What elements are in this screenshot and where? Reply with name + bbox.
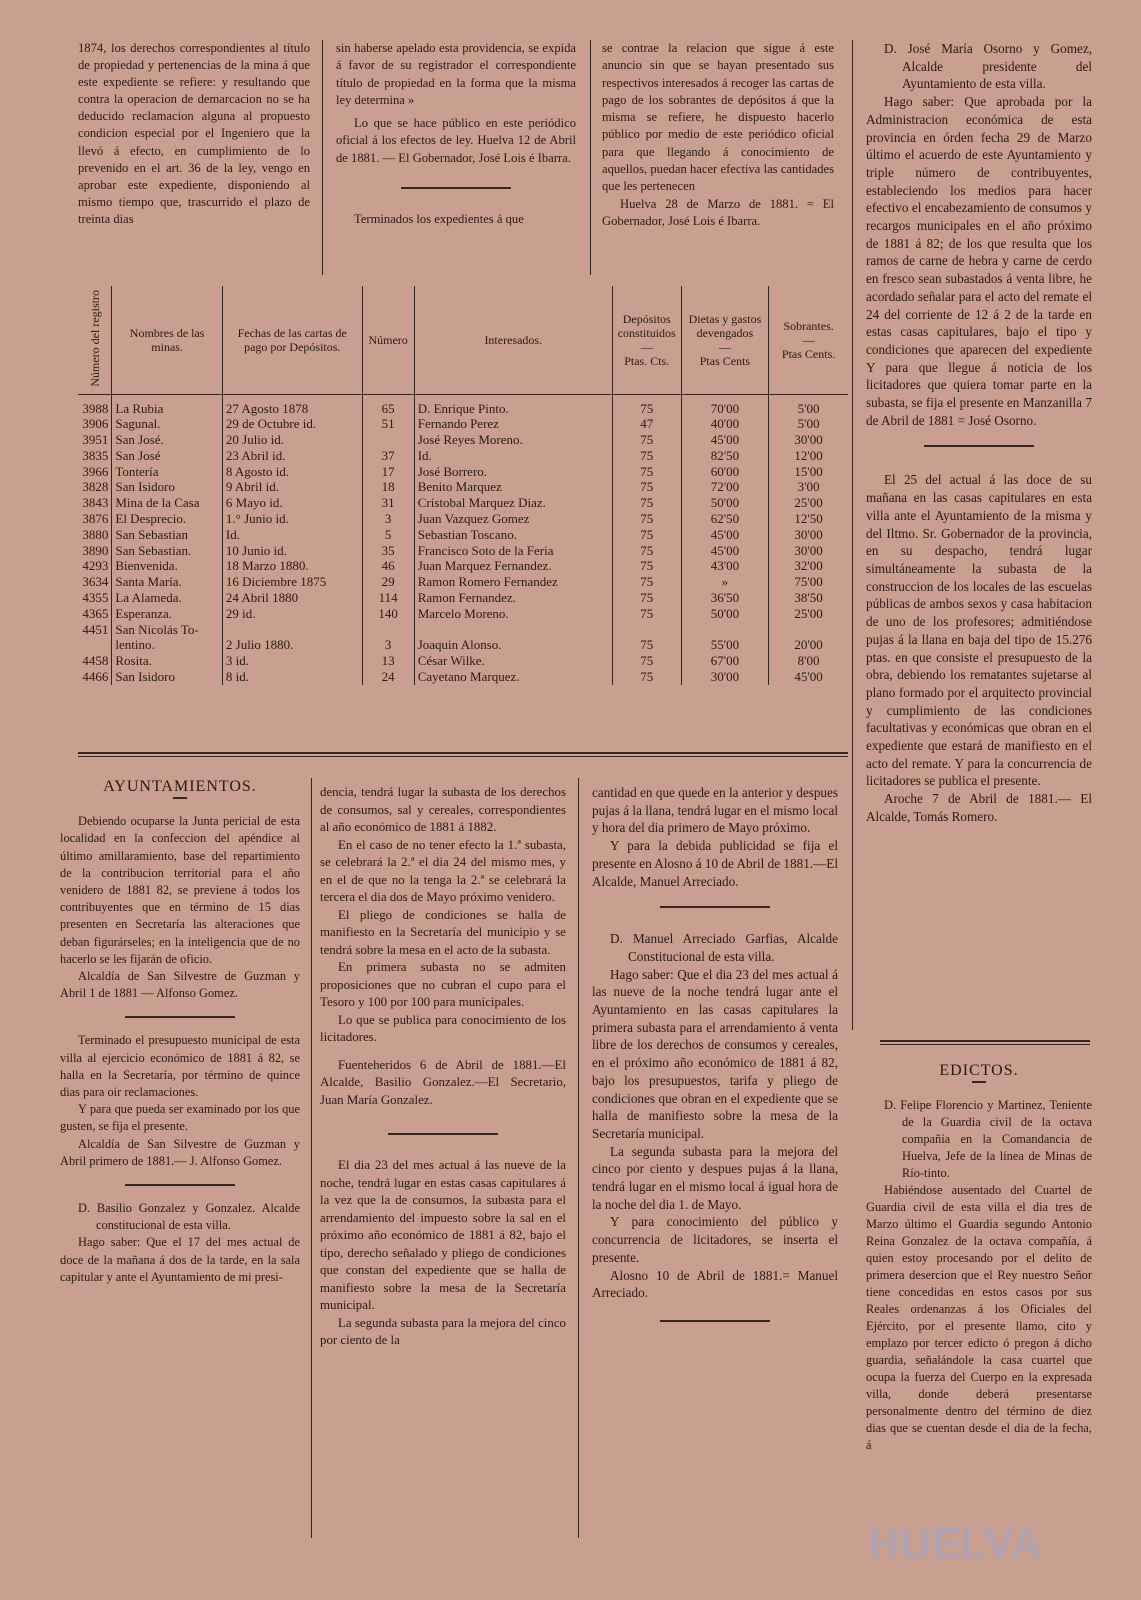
cell-int: Sebastian Toscano. xyxy=(414,527,612,543)
cell-reg: 3951 xyxy=(78,432,112,448)
section-heading: EDICTOS. xyxy=(939,1062,1019,1079)
cell-dep: 75 xyxy=(612,448,681,464)
cell-die: 67'00 xyxy=(681,653,769,669)
separator xyxy=(125,1016,235,1018)
cell-mina: Bienvenida. xyxy=(112,558,223,574)
cell-die xyxy=(681,622,769,638)
cell-dep: 75 xyxy=(612,464,681,480)
cell-reg: 4451 xyxy=(78,622,112,638)
cell-mina: San Isidoro xyxy=(112,669,223,685)
cell-fecha: 2 Julio 1880. xyxy=(222,637,362,653)
cell-reg: 3966 xyxy=(78,464,112,480)
section-rule xyxy=(880,1040,1090,1045)
table-row xyxy=(78,464,848,480)
cell-int: Cristobal Marquez Diaz. xyxy=(414,495,612,511)
cell-sob: 25'00 xyxy=(794,605,823,621)
cell-sob: 30'00 xyxy=(794,542,823,558)
cell-dep: 75 xyxy=(612,606,681,622)
separator xyxy=(401,187,511,189)
paragraph: Terminado el presupuesto municipal de esta villa al ejercicio económico de 1881 á 82, se halla en la Secretaría, por término de quince dias para oir reclamaciones. xyxy=(60,1033,300,1100)
col2-top xyxy=(336,40,576,228)
cell-fecha: 16 Diciembre 1875 xyxy=(222,574,362,590)
cell-die: 30'00 xyxy=(681,669,769,685)
header-nombres: Nombres de las minas. xyxy=(112,286,223,394)
cell-die: 36'50 xyxy=(681,590,769,606)
cell-reg: 3876 xyxy=(78,511,112,527)
cell-sob: 5'00 xyxy=(797,400,820,416)
cell-sob: 25'00 xyxy=(794,495,823,511)
cell-dep: 47 xyxy=(612,416,681,432)
cell-sob: 32'00 xyxy=(794,558,823,574)
cell-int: Juan Vazquez Gomez xyxy=(414,511,612,527)
paragraph: Alosno 10 de Abril de 1881.= Manuel Arreciado. xyxy=(592,1267,838,1301)
notice-heading: D. José María Osorno y Gomez, Alcalde presidente del Ayuntamiento de esta villa. xyxy=(884,41,1092,92)
cell-int: Id. xyxy=(414,448,612,464)
separator xyxy=(660,1320,770,1322)
cell-num: 65 xyxy=(362,394,414,416)
header-sobrantes: Sobrantes. — Ptas Cents. xyxy=(769,286,848,394)
cell-dep: 75 xyxy=(612,558,681,574)
paragraph: Y para la debida publicidad se fija el presente en Alosno á 10 de Abril de 1881.—El Alcalde, Manuel Arreciado. xyxy=(592,838,838,889)
cell-mina: San José xyxy=(112,448,223,464)
separator xyxy=(388,1133,498,1135)
cell-num xyxy=(362,622,414,638)
cell-int xyxy=(414,622,612,638)
table-row xyxy=(78,511,848,527)
cell-reg: 3890 xyxy=(78,543,112,559)
table-row xyxy=(78,416,848,432)
table-row xyxy=(78,669,848,685)
table-row xyxy=(78,543,848,559)
cell-num: 24 xyxy=(362,669,414,685)
paragraph: sin haberse apelado esta providencia, se expida á favor de su registrador el correspondiente título de propiedad en la forma que la misma ley determina » xyxy=(336,41,576,107)
cell-sob xyxy=(769,622,848,638)
header-interesados: Interesados. xyxy=(414,286,612,394)
cell-reg: 4365 xyxy=(78,606,112,622)
header-fechas: Fechas de las cartas de pago por Depósitos. xyxy=(222,286,362,394)
separator xyxy=(660,906,770,908)
cell-dep: 75 xyxy=(612,653,681,669)
paragraph: cantidad en que quede en la anterior y despues pujas á la llana, tendrá lugar en el mismo local y hora del dia primero de Mayo próximo. xyxy=(592,785,838,836)
cell-die: 50'00 xyxy=(681,495,769,511)
cell-reg: 3880 xyxy=(78,527,112,543)
column-rule xyxy=(852,40,853,1030)
cell-fecha: 23 Abril id. xyxy=(222,448,362,464)
paragraph: Alcaldía de San Silvestre de Guzman y Abril 1 de 1881 — Alfonso Gomez. xyxy=(60,969,300,1001)
section-rule xyxy=(78,752,848,757)
cell-mina: Esperanza. xyxy=(112,606,223,622)
header-depositos: Depósitos constituidos — Ptas. Cts. xyxy=(612,286,681,394)
cell-dep: 75 xyxy=(612,394,681,416)
paragraph: Hago saber: Que el dia 23 del mes actual á las nueve de la noche tendrá lugar ante el Ayuntamiento en las casas capitulares la primera subasta para el arrendamiento á venta libre de los derechos de consumos y cereales, en el próximo año económico de 1881 á 82, bajo los presupuestos, tarifa y pliego de condiciones que obran en el expediente que se halla de manifiesto sobre la mesa de la Secretaría municipal. xyxy=(592,966,838,1141)
cell-die: 43'00 xyxy=(681,558,769,574)
ayuntamientos-col3 xyxy=(592,784,838,1322)
cell-die: 55'00 xyxy=(681,637,769,653)
cell-fecha: 24 Abril 1880 xyxy=(222,590,362,606)
heading-rule xyxy=(972,1081,986,1083)
cell-reg: 4458 xyxy=(78,653,112,669)
cell-fecha: 27 Agosto 1878 xyxy=(222,394,362,416)
cell-sob: 45'00 xyxy=(794,669,823,685)
paragraph: Terminados los expedientes á que xyxy=(354,212,524,227)
paragraph: Alcaldía de San Silvestre de Guzman y Abril primero de 1881.— J. Alfonso Gomez. xyxy=(60,1136,300,1168)
paragraph: Huelva 28 de Marzo de 1881. = El Gobernador, José Lois é Ibarra. xyxy=(602,196,834,228)
cell-sob: 12'00 xyxy=(794,447,823,463)
cell-mina: San Sebastian. xyxy=(112,543,223,559)
section-heading: AYUNTAMIENTOS. xyxy=(103,778,257,795)
cell-dep: 75 xyxy=(612,574,681,590)
cell-fecha: 3 id. xyxy=(222,653,362,669)
cell-mina: La Rubia xyxy=(112,394,223,416)
cell-die: 62'50 xyxy=(681,511,769,527)
paragraph: Lo que se publica para conocimiento de los licitadores. xyxy=(320,1012,566,1044)
cell-die: 82'50 xyxy=(681,448,769,464)
paragraph: La segunda subasta para la mejora del cinco por ciento de la xyxy=(320,1315,566,1347)
cell-sob: 5'00 xyxy=(797,416,820,432)
table-row xyxy=(78,527,848,543)
paragraph: Fuenteheridos 6 de Abril de 1881.—El Alcalde, Basilio Gonzalez.—El Secretario, Juan María Gonzalez. xyxy=(320,1057,566,1107)
cell-fecha: 29 de Octubre id. xyxy=(222,416,362,432)
paragraph: Habiéndose ausentado del Cuartel de Guardia civil de esta villa el dia tres de Marzo último el Guardia segundo Antonio Reina Gonzalez de la octava compañía, á quien estoy procesando por el delito de primera desercion que el Rey nuestro Señor tiene concedidas en estos casos por sus Reales ordenanzas á los Oficiales del Ejército, por el presente llamo, cito y emplazo por tercer edicto ó pregon á dicho guardia, señalándole la casa cuartel que ocupa la fuerza del Cuerpo en la expresada villa, donde deberá presentarse personalmente dentro del término de diez dias que se cuentan desde el dia de la fecha, á xyxy=(866,1183,1092,1452)
ayuntamientos-col2 xyxy=(320,784,566,1350)
paragraph: En el caso de no tener efecto la 1.ª subasta, se celebrará la 2.ª el dia 24 del mismo mes, y en el de que no la tenga la 2.ª se celebrará la tercera el dia dos de Mayo próximo venidero. xyxy=(320,837,566,904)
cell-die: 45'00 xyxy=(681,432,769,448)
cell-num: 3 xyxy=(362,637,414,653)
paragraph: 1874, los derechos correspondientes al título de propiedad y pertenencias de la mina á que este expediente se refiere: y resultando que contra la operacion de demarcacion no se ha deducido reclamacion alguna al propuesto condicion especial por el Ingeniero que la llevó á efecto, en cumplimiento de lo prevenido en el art. 36 de la ley, vengo en aprobar este expediente, disponiendo al mismo tiempo que, trascurrido el plazo de treinta dias xyxy=(78,41,310,226)
cell-num: 18 xyxy=(362,479,414,495)
cell-int: José Borrero. xyxy=(414,464,612,480)
paragraph: Lo que se hace público en este periódico oficial á los efectos de ley. Huelva 12 de Abril de 1881. — El Gobernador, José Lois é Ibarra. xyxy=(336,116,576,165)
cell-num: 35 xyxy=(362,543,414,559)
table-row xyxy=(78,606,848,622)
notice-heading: D. Basilio Gonzalez y Gonzalez. Alcalde constitucional de esta villa. xyxy=(78,1201,300,1233)
table-row xyxy=(78,394,848,416)
cell-dep: 75 xyxy=(612,669,681,685)
cell-dep: 75 xyxy=(612,543,681,559)
paragraph: Hago saber: Que aprobada por la Administracion económica de esta provincia en órden fecha 29 de Marzo último el acuerdo de este Ayuntamiento y triple número de contribuyentes, estableciendo los medios para hacer efectivo el encabezamiento de consumos y recargos municipales en el año próximo de 1881 á 82; de los que resulta que los ramos de carne de hebra y carne de cerdo en fresco sean subastados á venta libre, he acordado señalar para el acto del remate el 24 del corriente de 12 á 2 de la tarde en estas casas capitulares, bajo el tipo y condiciones que aparecen del expediente Y para que llegue á noticia de los licitadores que quiera tomar parte en la subasta, se fija el presente en Manzanilla 7 de Abril de 1881 = José Osorno. xyxy=(866,94,1092,428)
cell-die: 60'00 xyxy=(681,464,769,480)
cell-int: José Reyes Moreno. xyxy=(414,432,612,448)
cell-int: César Wilke. xyxy=(414,653,612,669)
header-dietas: Dietas y gastos devengados — Ptas Cents xyxy=(681,286,769,394)
paragraph: se contrae la relacion que sigue á este anuncio sin que se hayan presentado sus respectivos interesados á recoger las cartas de pago de los sobrantes de depósitos á que la misma se refiere, he dispuesto hacerlo público por medio de este periódico oficial para que llegando á conocimiento de aquellos, puedan hacer efectiva las cantidades que les pertenecen xyxy=(602,41,834,194)
cell-fecha: 6 Mayo id. xyxy=(222,495,362,511)
cell-sob: 75'00 xyxy=(794,574,823,590)
deposits-table xyxy=(78,286,848,746)
cell-int: Benito Marquez xyxy=(414,479,612,495)
cell-die: 45'00 xyxy=(681,543,769,559)
notice-heading: D. Manuel Arreciado Garfias, Alcalde Constitucional de esta villa. xyxy=(610,931,838,964)
cell-die: 72'00 xyxy=(681,479,769,495)
cell-mina: San Sebastian xyxy=(112,527,223,543)
paragraph: El dia 23 del mes actual á las nueve de la noche, tendrá lugar en estas casas capitulares á la vez que la de consumos, la subasta para el arrendamiento del impuesto sobre la sal en el próximo año económico de 1881 á 82, bajo el tipo, derecho señalado y pliego de condiciones que constan del expediente que se halla de manifiesto sobre la mesa de la Secretaría municipal. xyxy=(320,1158,566,1312)
cell-die: 70'00 xyxy=(681,394,769,416)
cell-mina: Rosita. xyxy=(112,653,223,669)
cell-reg: 3988 xyxy=(78,394,112,416)
paragraph: El 25 del actual á las doce de su mañana en las casas capitulares en esta villa ante el Ayuntamiento de la misma y del Iltmo. Sr. Gobernador de la provincia, en su despacho, tendrá lugar simultáneamente la subasta de la construccion de los locales de las escuelas públicas de ambos sexos y casa habitacion de uno de los profesores; admitiéndose pujas á la llana en baja del tipo de 15.276 ptas. en que consiste el presupuesto de la obra, debiendo los rematantes sujetarse al plano formado por el arquitecto provincial y cumplimiento de las condiciones facultativas y económicas que obran en el expediente que estará de manifiesto en el acto del remate. Y para la concurrencia de licitadores se publica el presente. xyxy=(866,472,1092,789)
cell-fecha: 8 id. xyxy=(222,669,362,685)
cell-mina: Santa María. xyxy=(112,574,223,590)
cell-mina: San Isidoro xyxy=(112,479,223,495)
column-rule xyxy=(322,40,323,275)
paragraph: Aroche 7 de Abril de 1881.— El Alcalde, Tomás Romero. xyxy=(866,791,1092,824)
cell-reg: 3843 xyxy=(78,495,112,511)
cell-die: 40'00 xyxy=(681,416,769,432)
cell-reg: 4466 xyxy=(78,669,112,685)
cell-num: 13 xyxy=(362,653,414,669)
paragraph: La segunda subasta para la mejora del cinco por ciento y despues pujas á la llana, tendrá lugar en el mismo local á igual hora de la noche del dia 1. de Mayo. xyxy=(592,1143,838,1212)
cell-reg: 3906 xyxy=(78,416,112,432)
cell-fecha: 20 Julio id. xyxy=(222,432,362,448)
cell-int: Fernando Perez xyxy=(414,416,612,432)
cell-num: 17 xyxy=(362,464,414,480)
heading-rule xyxy=(173,797,187,799)
cell-mina: Mina de la Casa xyxy=(112,495,223,511)
cell-reg: 4293 xyxy=(78,558,112,574)
cell-int: Francisco Soto de la Feria xyxy=(414,543,612,559)
cell-sob: 8'00 xyxy=(797,653,820,669)
cell-reg xyxy=(78,637,112,653)
cell-reg: 3634 xyxy=(78,574,112,590)
header-registro: Número del registro xyxy=(78,286,112,394)
watermark-text: HUELVA xyxy=(867,1519,1043,1568)
cell-sob: 30'00 xyxy=(794,432,823,448)
cell-fecha: 1.° Junio id. xyxy=(222,511,362,527)
table-row xyxy=(78,448,848,464)
cell-num: 114 xyxy=(362,590,414,606)
cell-dep: 75 xyxy=(612,511,681,527)
cell-mina: San José. xyxy=(112,432,223,448)
cell-num: 31 xyxy=(362,495,414,511)
col4-top xyxy=(866,40,1092,826)
cell-fecha: Id. xyxy=(222,527,362,543)
cell-int: Joaquin Alonso. xyxy=(414,637,612,653)
cell-num: 37 xyxy=(362,448,414,464)
cell-reg: 3835 xyxy=(78,448,112,464)
cell-dep: 75 xyxy=(612,479,681,495)
cell-sob: 30'00 xyxy=(794,526,823,542)
cell-dep xyxy=(612,622,681,638)
table-row xyxy=(78,653,848,669)
table-row xyxy=(78,622,848,638)
cell-fecha: 8 Agosto id. xyxy=(222,464,362,480)
cell-num xyxy=(362,432,414,448)
paragraph: Hago saber: Que el 17 del mes actual de doce de la mañana á dos de la tarde, en la sala capitular y ante el Ayuntamiento de mi presi- xyxy=(60,1235,300,1284)
separator xyxy=(125,1184,235,1186)
cell-num: 51 xyxy=(362,416,414,432)
cell-sob: 3'00 xyxy=(797,479,820,495)
paragraph: Debiendo ocuparse la Junta pericial de esta localidad en la confeccion del apéndice al último amillaramiento, base del repartimiento de la contribucion territorial para el año venidero de 1881 82, se previene á todos los contribuyentes que en término de 15 dias presenten en Secretaría las alteraciones que deban figurárseles; en la inteligencia que de no hacerlo se les fijarán de oficio. xyxy=(60,814,300,966)
cell-reg: 4355 xyxy=(78,590,112,606)
cell-fecha xyxy=(222,622,362,638)
cell-mina: El Desprecio. xyxy=(112,511,223,527)
cell-sob: 38'50 xyxy=(794,590,823,606)
cell-die: » xyxy=(681,574,769,590)
cell-die: 45'00 xyxy=(681,527,769,543)
cell-sob: 15'00 xyxy=(794,463,823,479)
table-row xyxy=(78,558,848,574)
cell-die: 50'00 xyxy=(681,606,769,622)
ayuntamientos-col1 xyxy=(60,778,300,1286)
paragraph: Y para que pueda ser examinado por los que gusten, se fija el presente. xyxy=(60,1102,300,1134)
cell-fecha: 18 Marzo 1880. xyxy=(222,558,362,574)
cell-mina: Tontería xyxy=(112,464,223,480)
cell-int: D. Enrique Pinto. xyxy=(414,394,612,416)
cell-sob: 12'50 xyxy=(794,511,823,527)
cell-int: Marcelo Moreno. xyxy=(414,606,612,622)
cell-mina: San Nicolás To- xyxy=(112,622,223,638)
column-rule xyxy=(311,778,312,1538)
paragraph: En primera subasta no se admiten proposiciones que no cubran el cupo para el Tesoro y 100 por 100 para municipales. xyxy=(320,960,566,1009)
huelva-watermark xyxy=(830,1510,1080,1570)
cell-mina: La Alameda. xyxy=(112,590,223,606)
cell-int: Ramon Romero Fernandez xyxy=(414,574,612,590)
cell-int: Ramon Fernandez. xyxy=(414,590,612,606)
cell-num: 3 xyxy=(362,511,414,527)
cell-dep: 75 xyxy=(612,590,681,606)
col1-top xyxy=(78,40,310,228)
separator xyxy=(924,445,1034,447)
cell-dep: 75 xyxy=(612,495,681,511)
cell-num: 5 xyxy=(362,527,414,543)
table-row xyxy=(78,590,848,606)
cell-fecha: 9 Abril id. xyxy=(222,479,362,495)
cell-num: 29 xyxy=(362,574,414,590)
edictos-col xyxy=(866,1062,1092,1454)
notice-heading: D. Felipe Florencio y Martinez, Teniente de la Guardia civil de la octava compañía en la Comandancia de Huelva, Jefe de la línea de Minas de Río-tinto. xyxy=(884,1098,1092,1180)
paragraph: El pliego de condiciones se halla de manifiesto en la Secretaría del municipio y se tendrá sobre la mesa en el acto de la subasta. xyxy=(320,907,566,957)
paragraph: Y para conocimiento del público y concurrencia de licitadores, se inserta el presente. xyxy=(592,1214,838,1265)
cell-sob: 20'00 xyxy=(794,637,823,653)
cell-dep: 75 xyxy=(612,432,681,448)
cell-int: Juan Marquez Fernandez. xyxy=(414,558,612,574)
table-header-row xyxy=(78,286,848,394)
table-row xyxy=(78,637,848,653)
column-rule xyxy=(578,778,579,1538)
paragraph: dencia, tendrá lugar la subasta de los derechos de consumos, sal y cereales, correspondientes al año económico de 1881 á 1882. xyxy=(320,785,566,834)
table-row xyxy=(78,479,848,495)
cell-fecha: 29 id. xyxy=(222,606,362,622)
cell-dep: 75 xyxy=(612,637,681,653)
header-numero: Número xyxy=(362,286,414,394)
cell-num: 46 xyxy=(362,558,414,574)
table-row xyxy=(78,432,848,448)
cell-reg: 3828 xyxy=(78,479,112,495)
column-rule xyxy=(590,40,591,275)
table-row xyxy=(78,495,848,511)
cell-mina: lentino. xyxy=(112,637,223,653)
cell-num: 140 xyxy=(362,606,414,622)
cell-mina: Sagunal. xyxy=(112,416,223,432)
col3-top xyxy=(602,40,834,230)
cell-int: Cayetano Marquez. xyxy=(414,669,612,685)
cell-dep: 75 xyxy=(612,527,681,543)
table-row xyxy=(78,574,848,590)
cell-fecha: 10 Junio id. xyxy=(222,543,362,559)
